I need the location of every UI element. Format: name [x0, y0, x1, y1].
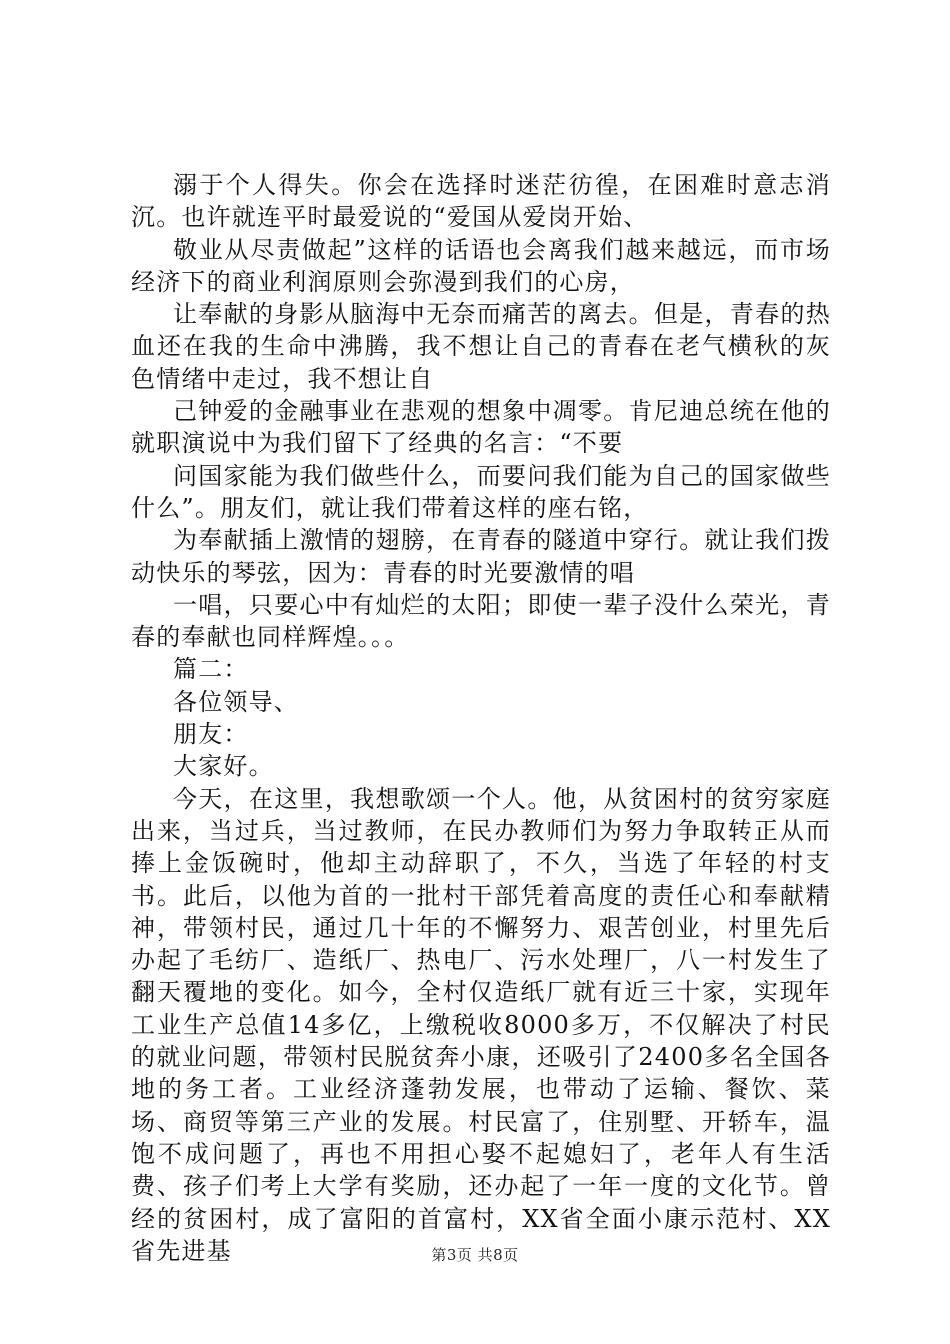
greeting: 大家好。 — [173, 752, 274, 781]
document-body — [131, 169, 831, 1267]
paragraph-1: 溺于个人得失。你会在选择时迷茫彷徨，在困难时意志消沉。也许就连平时最爱说的“爱国从爱岗开始、 — [131, 171, 831, 232]
paragraph-main: 今天，在这里，我想歌颂一个人。他，从贫困村的贫穷家庭出来，当过兵，当过教师，在民办教师们为努力争取转正从而捧上金饭碗时，他却主动辞职了，不久，当选了年轻的村支书。此后，以他为首的一批村干部凭着高度的责任心和奉献精神，带领村民，通过几十年的不懈努力、艰苦创业，村里先后办起了毛纺厂、造纸厂、热电厂、污水处理厂，八一村发生了翻天覆地的变化。如今，全村仅造纸厂就有近三十家，实现年工业生产总值14多亿，上缴税收8000多万，不仅解决了村民的就业问题，带领村民脱贫奔小康，还吸引了2400多名全国各地的务工者。工业经济蓬勃发展，也带动了运输、餐饮、菜场、商贸等第三产业的发展。村民富了，住别墅、开轿车，温饱不成问题了，再也不用担心娶不起媳妇了，老年人有生活费、孩子们考上大学有奖励，还办起了一年一度的文化节。曾经的贫困村，成了富阳的首富村，XX省全面小康示范村、XX省先进基 — [131, 784, 831, 1265]
salutation-line-1: 各位领导、 — [173, 687, 299, 716]
paragraph-7: 一唱，只要心中有灿烂的太阳；即使一辈子没什么荣光，青春的奉献也同样辉煌。。。 — [131, 590, 831, 652]
page-footer: 第3页 共8页 — [431, 1246, 519, 1264]
paragraph-6: 为奉献插上激情的翅膀，在青春的隧道中穿行。就让我们拨动快乐的琴弦，因为：青春的时光要激情的唱 — [131, 526, 831, 587]
section-heading: 篇二： — [173, 655, 249, 684]
paragraph-3: 让奉献的身影从脑海中无奈而痛苦的离去。但是，青春的热血还在我的生命中沸腾，我不想让自己的青春在老气横秋的灰色情绪中走过，我不想让自 — [131, 300, 831, 393]
paragraph-5: 问国家能为我们做些什么，而要问我们能为自己的国家做些什么”。朋友们，就让我们带着这样的座右铭， — [131, 461, 831, 522]
paragraph-2: 敬业从尽责做起”这样的话语也会离我们越来越远，而市场经济下的商业利润原则会弥漫到我们的心房， — [131, 235, 831, 296]
salutation-line-2: 朋友： — [173, 720, 249, 749]
paragraph-4: 己钟爱的金融事业在悲观的想象中凋零。肯尼迪总统在他的就职演说中为我们留下了经典的名言：“不要 — [131, 397, 831, 458]
